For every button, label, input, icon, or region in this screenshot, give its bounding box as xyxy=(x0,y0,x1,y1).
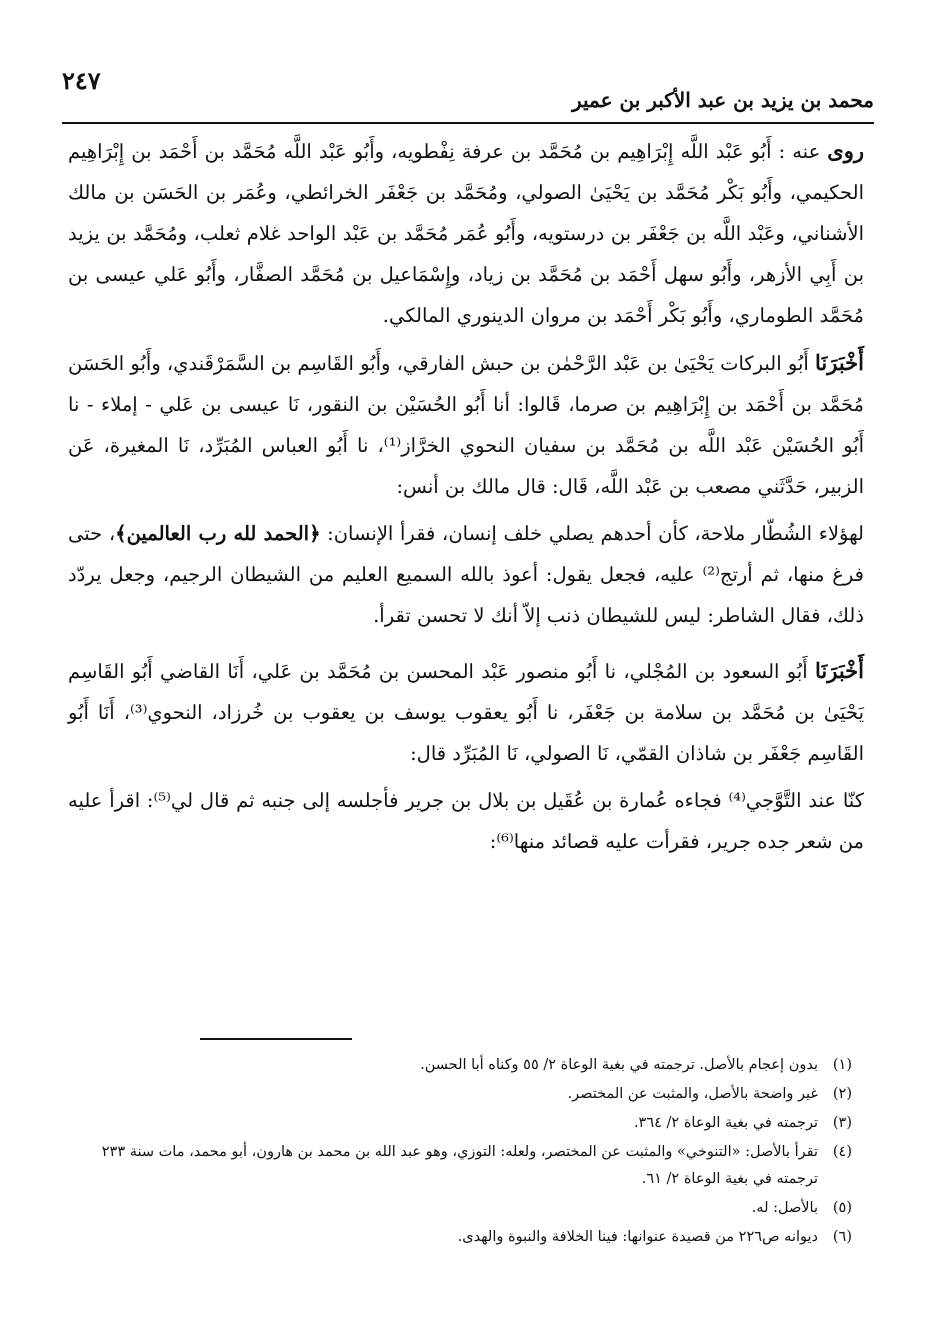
footnote xyxy=(62,1224,852,1251)
paragraph-text: لهؤلاء الشُطّار ملاحة، كأن أحدهم يصلي خلف إنسان، فقرأ الإنسان: xyxy=(320,522,864,545)
footnote xyxy=(62,1195,852,1222)
footnote-rule xyxy=(200,1038,352,1040)
footnote-number: (٣) xyxy=(832,1115,852,1131)
running-title: محمد بن يزيد بن عبد الأكبر بن عمير xyxy=(571,88,874,112)
footnote-text: بالأصل: له. xyxy=(751,1200,818,1216)
footnote-number: (١) xyxy=(832,1057,852,1073)
footnote-number: (٥) xyxy=(832,1200,852,1216)
paragraph-text: ، حتى فرغ منها، ثم أرتج⁽²⁾ عليه، فجعل يقول: أعوذ بالله السميع العليم من الشيطان الرجيم، وجعل يردّد ذلك، فقال الشاطر: ليس للشيطان ذنب إلاّ أنك لا تحسن تقرأ. xyxy=(68,522,864,627)
footnote-text: غير واضحة بالأصل، والمثبت عن المختصر. xyxy=(567,1086,818,1102)
footnote xyxy=(62,1110,852,1137)
footnote-text: ترجمته في بغية الوعاة ٢/ ٣٦٤. xyxy=(633,1115,818,1131)
paragraph-lead-word: أَخْبَرَنَا xyxy=(815,350,864,375)
paragraph-text: أَبُو السعود بن المُجْلي، نا أَبُو منصور عَبْد المحسن بن مُحَمَّد بن عَلي، أَنَا القاضي أَبُو القَاسِم يَحْيَىٰ بن مُحَمَّد بن سلامة بن جَعْفَر، نا أَبُو يعقوب يوسف بن يعقوب بن خُرزاد، النحوي⁽³⁾، أَنَا أَبُو القَاسِم جَعْفَر بن شاذان القمّي، نَا الصولي، نَا المُبَرِّد قال: xyxy=(68,660,864,765)
paragraph-narrators xyxy=(68,130,864,336)
footnote-text: تقرأ بالأصل: «التنوخي» والمثبت عن المختصر، ولعله: التوزي، وهو عبد الله بن محمد بن هارون، أبو محمد، مات سنة ٢٣٣ ترجمته في بغية الوعاة ٢/ ٦١. xyxy=(101,1144,818,1187)
page-number: ٢٤٧ xyxy=(62,66,101,95)
footnote-number: (٦) xyxy=(832,1229,852,1245)
running-head xyxy=(62,60,874,120)
footnotes xyxy=(62,1052,852,1253)
paragraph-lead-word: أَخْبَرَنَا xyxy=(815,658,864,683)
footnote-number: (٤) xyxy=(832,1144,852,1160)
footnote xyxy=(62,1052,852,1079)
footnote xyxy=(62,1081,852,1108)
paragraph-isnad-1 xyxy=(68,342,864,507)
paragraph-narration-2 xyxy=(68,780,864,862)
footnote-number: (٢) xyxy=(832,1086,852,1102)
paragraph-isnad-2 xyxy=(68,650,864,774)
footnote-text: بدون إعجام بالأصل. ترجمته في بغية الوعاة ٢/ ٥٥ وكناه أبا الحسن. xyxy=(420,1057,818,1073)
footnote-text: ديوانه ص٢٢٦ من قصيدة عنوانها: فينا الخلافة والنبوة والهدى. xyxy=(457,1229,818,1245)
quran-quote: ﴿الحمد لله رب العالمين﴾ xyxy=(115,522,321,545)
paragraph-text: عنه : أَبُو عَبْد اللَّه إِبْرَاهِيم بن مُحَمَّد بن عرفة نِفْطويه، وأَبُو عَبْد اللَّه مُحَمَّد بن أَحْمَد بن إِبْرَاهِيم الحكيمي، وأَبُو بَكْر مُحَمَّد بن يَحْيَىٰ الصولي، ومُحَمَّد بن جَعْفَر الخرائطي، وعُمَر بن الحَسَن بن مالك الأشناني، وعَبْد اللَّه بن جَعْفَر بن درستويه، وأَبُو عُمَر مُحَمَّد بن عَبْد الواحد غلام ثعلب، ومُحَمَّد بن يزيد بن أَبِي الأزهر، وأَبُو سهل أَحْمَد بن مُحَمَّد بن زياد، وإِسْمَاعيل بن مُحَمَّد الصفَّار، وأَبُو عَلي عيسى بن مُحَمَّد الطوماري، وأَبُو بَكْر أَحْمَد بن مروان الدينوري المالكي. xyxy=(68,140,864,327)
paragraph-text: كنّا عند التَّوَّجي⁽⁴⁾ فجاءه عُمارة بن عُقَيل بن بلال بن جرير فأجلسه إلى جنبه ثم قال لي⁽⁵⁾: اقرأ عليه من شعر جده جرير، فقرأت عليه قصائد منها⁽⁶⁾: xyxy=(68,789,864,853)
paragraph-lead-word: روى xyxy=(827,138,864,163)
footnote xyxy=(62,1139,852,1193)
header-rule xyxy=(62,122,874,124)
paragraph-text: أَبُو البركات يَحْيَىٰ بن عَبْد الرَّحْمٰن بن حبش الفارقي، وأَبُو القَاسِم بن السَّمَرْقَندي، وأَبُو الحَسَن مُحَمَّد بن أَحْمَد بن إِبْرَاهِيم بن صرما، قَالوا: أنا أَبُو الحُسَيْن بن النقور، نَا عيسى بن عَلي - إملاء - نا أَبُو الحُسَيْن عَبْد اللَّه بن مُحَمَّد بن سفيان النحوي الخرَّاز⁽¹⁾، نا أَبُو العباس المُبَرِّد، نَا المغيرة، عَن الزبير، حَدَّثَني مصعب بن عَبْد اللَّه، قَال: قال مالك بن أنس: xyxy=(68,352,865,498)
paragraph-narration-1 xyxy=(68,513,864,636)
main-text xyxy=(68,130,864,868)
